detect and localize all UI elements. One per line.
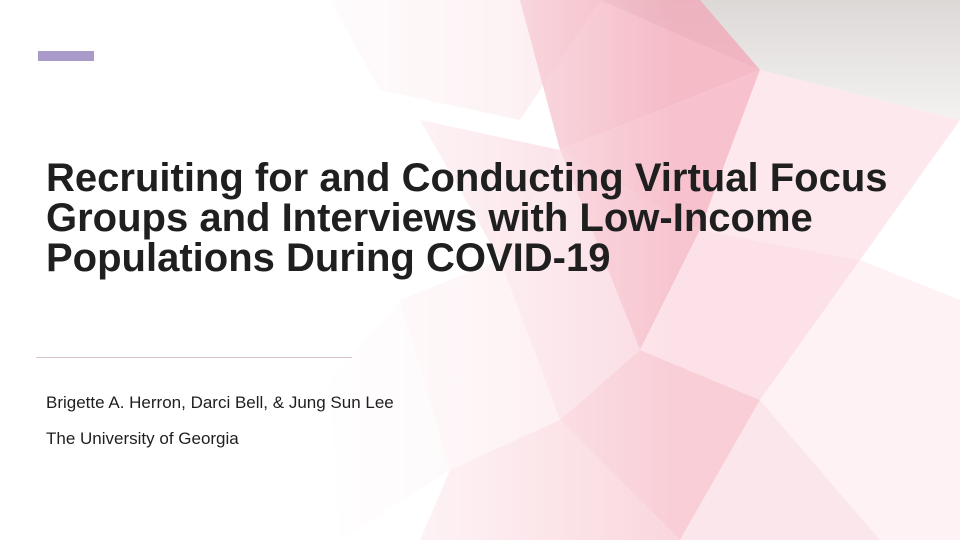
affiliation-line: The University of Georgia	[46, 429, 239, 448]
title-divider	[36, 357, 352, 358]
slide-title: Recruiting for and Conducting Virtual Focus Groups and Interviews with Low-Income Populations During COVID-19	[46, 156, 888, 280]
accent-bar	[38, 51, 94, 61]
authors-line: Brigette A. Herron, Darci Bell, & Jung Sun Lee	[46, 393, 394, 412]
